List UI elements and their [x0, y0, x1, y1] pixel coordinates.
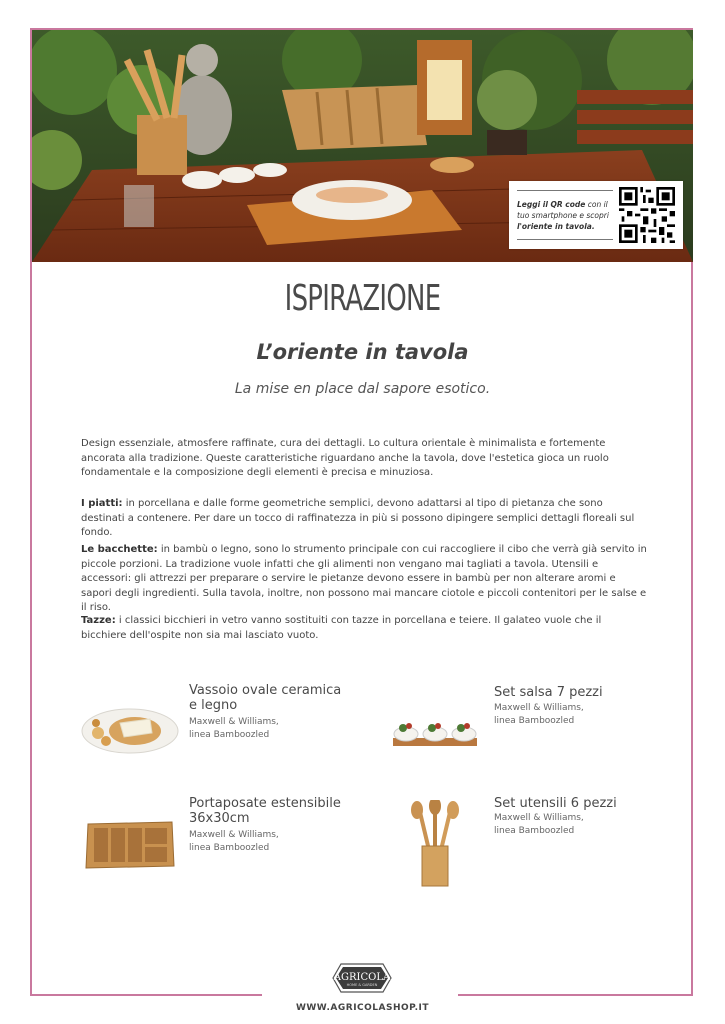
product-title-cutlery-tray[interactable]: Portaposate estensibile 36x30cm [189, 796, 341, 826]
page-subtitle: L’oriente in tavola [256, 340, 469, 364]
bacchette-label: Le bacchette: [81, 544, 158, 555]
qr-line2: tuo smartphone e scopri [517, 211, 609, 220]
product-image-utensil-set[interactable] [405, 800, 465, 888]
piatti-text: in porcellana e dalle forme geometriche semplici, devono adattarsi al tipo di pietanza che sono destinati a contenere. Per dare un tocco di raffinatezza in più si possono dipingere semplici dettagli floreali sul fondo. [81, 498, 635, 538]
product-brand-utensil-set: Maxwell & Williams, [494, 813, 584, 823]
product-line-tray: linea Bamboozled [189, 730, 270, 740]
qr-callout [509, 181, 683, 249]
product-image-tray[interactable] [80, 703, 180, 755]
product-image-sauce-set[interactable] [391, 712, 479, 750]
website-link[interactable]: WWW.AGRICOLASHOP.IT [295, 1003, 430, 1013]
logo-subtext: HOME & GARDEN [346, 983, 378, 987]
page-title: ISPIRAZIONE [284, 278, 441, 319]
bacchette-text: in bambù o legno, sono lo strumento principale con cui raccogliere il cibo che verrà già servito in piccole porzioni. La tradizione vuole infatti che gli alimenti non vengano mai tagliati a tavola. Utensili e accessori: gli attrezzi per preparare o servire le pietanze devono essere in bambù per non alterare aromi e sapori degli ingredienti. Sulla tavola, inoltre, non possono mai mancare ciotole e piccoli contenitori per le salse e il riso. [81, 544, 647, 613]
qr-rule-top [517, 190, 613, 191]
tazze-paragraph [81, 614, 647, 643]
piatti-paragraph [81, 497, 647, 541]
piatti-label: I piatti: [81, 498, 123, 509]
bacchette-paragraph [81, 543, 647, 616]
product-brand-tray: Maxwell & Williams, [189, 717, 279, 727]
agricola-logo[interactable] [327, 958, 397, 998]
qr-rule-bottom [517, 239, 613, 240]
page-tagline: La mise en place dal sapore esotico. [234, 381, 491, 397]
tazze-text: i classici bicchieri in vetro vanno sostituiti con tazze in porcellana e teiere. Il galateo vuole che il bicchiere dell'ospite non sia mai lasciato vuoto. [81, 615, 602, 641]
tazze-label: Tazze: [81, 615, 116, 626]
product-brand-cutlery-tray: Maxwell & Williams, [189, 830, 279, 840]
product-line-sauce-set: linea Bamboozled [494, 716, 575, 726]
product-title-utensil-set[interactable]: Set utensili 6 pezzi [494, 796, 617, 811]
qr-line1-bold: Leggi il QR code [517, 200, 586, 209]
logo-text: AGRICOLA [333, 972, 391, 983]
product-title-sauce-set[interactable]: Set salsa 7 pezzi [494, 685, 603, 700]
qr-text [517, 199, 613, 232]
product-line-utensil-set: linea Bamboozled [494, 826, 575, 836]
product-image-cutlery-tray[interactable] [84, 818, 176, 870]
product-brand-sauce-set: Maxwell & Williams, [494, 703, 584, 713]
product-line-cutlery-tray: linea Bamboozled [189, 843, 270, 853]
qr-line1-rest: con il [585, 200, 608, 209]
qr-line3: l'oriente in tavola. [517, 222, 595, 231]
intro-paragraph: Design essenziale, atmosfere raffinate, cura dei dettagli. Lo cultura orientale è minimalista e fortemente ancorata alla tradizione. Queste caratteristiche riguardano anche la tavola, dove l'estetica gioca un ruolo fondamentale e la composizione degli elementi è precisa e minuziosa. [81, 438, 609, 478]
qr-code-icon[interactable] [619, 187, 675, 243]
product-title-tray[interactable]: Vassoio ovale ceramica e legno [189, 683, 342, 713]
